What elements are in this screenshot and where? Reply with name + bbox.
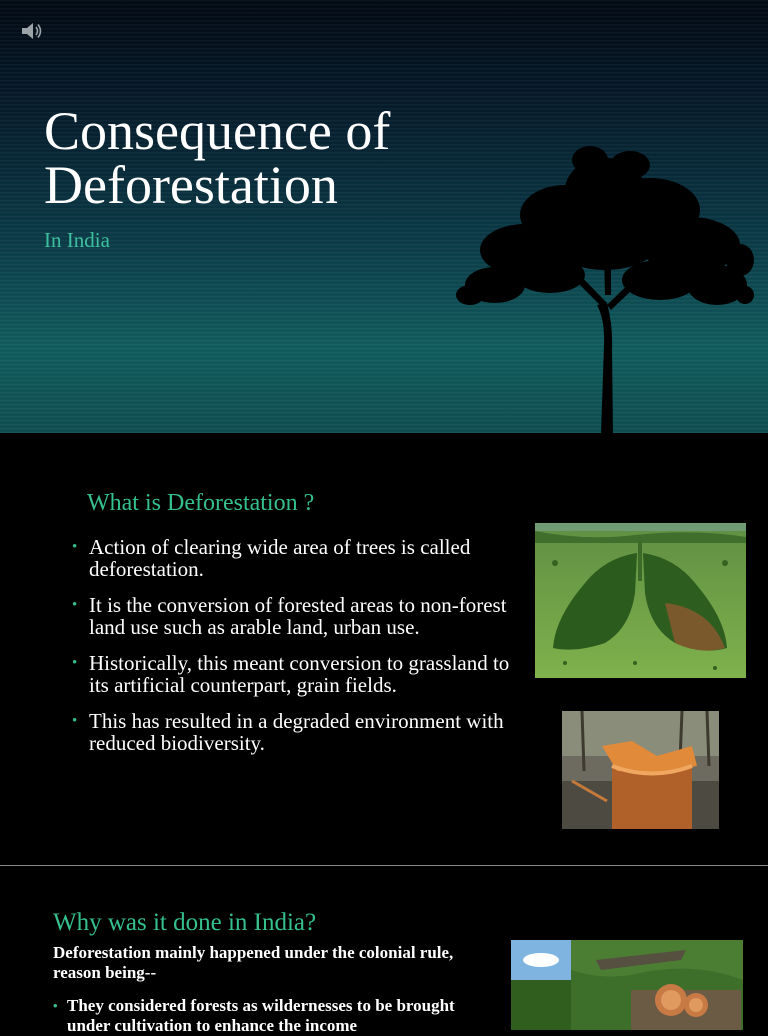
list-item: • This has resulted in a degraded environment with reduced biodiversity. bbox=[72, 709, 504, 755]
tree-silhouette-image bbox=[455, 145, 755, 435]
bullet-icon: • bbox=[72, 655, 78, 671]
reasons-slide bbox=[0, 866, 768, 1035]
title-slide bbox=[0, 0, 768, 433]
speaker-icon[interactable] bbox=[20, 20, 44, 42]
bullet-icon: • bbox=[53, 998, 58, 1013]
list-item: • Action of clearing wide area of trees is called deforestation. bbox=[72, 535, 471, 581]
bullet-icon: • bbox=[72, 539, 78, 555]
list-item: • Historically, this meant conversion to grassland to its artificial counterpart, grain fields. bbox=[72, 651, 510, 697]
slide-heading: Why was it done in India? bbox=[53, 909, 317, 936]
slide-subtitle: In India bbox=[44, 228, 110, 252]
list-item: • It is the conversion of forested areas to non-forest land use such as arable land, urban use. bbox=[72, 593, 507, 639]
slide-title: Consequence of Deforestation bbox=[44, 101, 391, 215]
logging-image bbox=[511, 940, 743, 1030]
intro-text: Deforestation mainly happened under the colonial rule, reason being-- bbox=[53, 943, 454, 982]
bullet-icon: • bbox=[72, 713, 78, 729]
tree-stump-image bbox=[562, 711, 719, 829]
bullet-icon: • bbox=[72, 597, 78, 613]
list-item: • They considered forests as wildernesses to be brought under cultivation to enhance the income bbox=[53, 996, 455, 1035]
forest-lungs-image bbox=[535, 523, 746, 678]
bullet-list bbox=[53, 996, 498, 1036]
bullet-list bbox=[72, 536, 522, 768]
slide-heading: What is Deforestation ? bbox=[87, 490, 315, 516]
definition-slide bbox=[0, 433, 768, 865]
